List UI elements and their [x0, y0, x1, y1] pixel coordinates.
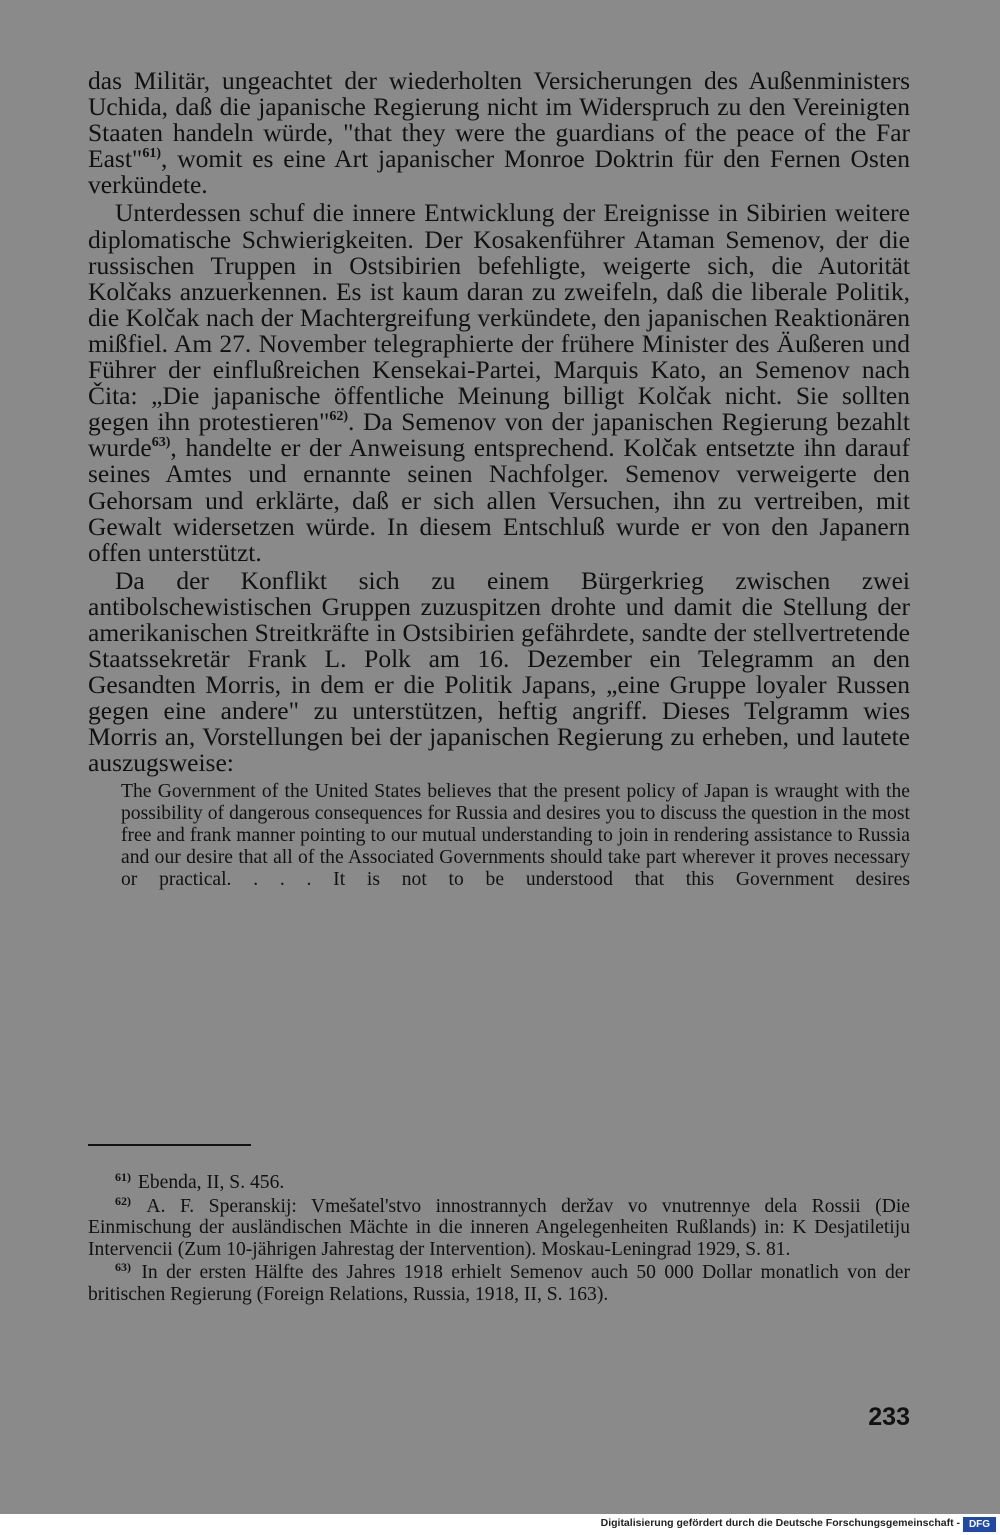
footnote-text: Ebenda, II, S. 456. — [137, 1172, 285, 1193]
paragraph — [88, 68, 910, 198]
dfg-logo[interactable]: DFG — [963, 1517, 996, 1532]
paragraph-text: das Militär, ungeachtet der wiederholten Versicherungen des Außenministers Uchida, daß die japanische Regierung nicht im Widerspruch zu den Vereinigten Staaten handeln würde, "that they were the guardians of the peace of the Far East" — [88, 66, 910, 174]
paragraph — [88, 200, 910, 565]
footnote — [88, 1262, 910, 1305]
footnote-reference: 61) — [142, 146, 161, 162]
footnote-marker: 62) — [115, 1193, 131, 1208]
footnote-marker: 61) — [115, 1170, 131, 1184]
footnote-text: A. F. Speranskij: Vmešatel'stvo innostrannych deržav vo vnutrennye dela Rossii (Die Einmischung der ausländischen Mächte in die inneren Angelegenheiten Rußlands) in: K Desjatiletiju Intervencii (Zum 10-jährigen Jahrestag der Intervention). Moskau-Leningrad 1929, S. 81. — [88, 1195, 910, 1260]
footnote-reference: 62) — [329, 409, 349, 425]
paragraph-text: Da der Konflikt sich zu einem Bürgerkrieg zwischen zwei antibolschewistischen Gruppen zuzuspitzen drohte und damit die Stellung der amerikanischen Streitkräfte in Ostsibirien gefährdete, sandte der stellvertretende Staatssekretär Frank L. Polk am 16. Dezember ein Telegramm an den Gesandten Morris, in dem er die Politik Japans, „eine Gruppe loyaler Russen gegen eine andere" zu unterstützen, heftig angriff. Dieses Telgramm wies Morris an, Vorstellungen bei der japanischen Regierung zu erheben, und lautete auszugsweise: — [88, 565, 910, 778]
footnote — [88, 1193, 910, 1261]
paragraph-text: Unterdessen schuf die innere Entwicklung der Ereignisse in Sibirien weitere diplomatische Schwierigkeiten. Der Kosakenführer Ataman Semenov, der die russischen Truppen in Ostsibirien befehligte, weigerte sich, die Autorität Kolčaks anzuerkennen. Es ist kaum daran zu zweifeln, daß die liberale Politik, die Kolčak nach der Machtergreifung verkündete, den japanischen Reaktionären mißfiel. Am 27. November telegraphierte der frühere Minister des Äußeren und Führer der einflußreichen Kensekai-Partei, Marquis Kato, an Semenov nach Čita: „Die japanische öffentliche Meinung billigt Kolčak nicht. Sie sollten gegen ihn protestieren" — [88, 198, 910, 437]
paragraph-text: . Da Semenov von der japanischen Regierung bezahlt wurde — [88, 407, 911, 463]
paragraph-text: , handelte er der Anweisung entsprechend. Kolčak entsetzte ihn darauf seines Amtes und ernannte seinen Nachfolger. Semenov verweigerte den Gehorsam und erklärte, daß er sich allen Versuchen, ihn zu vertreiben, mit Gewalt widersetzen würde. In diesem Entschluß wurde er von den Japanern offen unterstützt. — [88, 433, 910, 567]
page-number: 233 — [868, 1403, 910, 1431]
block-quote: The Government of the United States believes that the present policy of Japan is wraught with the possibility of dangerous consequences for Russia and desires you to discuss the question in the most free and frank manner pointing to our mutual understanding to join in rendering assistance to Russia and our desire that all of the Associated Governments should take part wherever it proves necessary or practical. . . . It is not to be understood that this Government desires — [121, 780, 910, 891]
footnote-rule — [88, 1144, 251, 1146]
paragraph-text: , womit es eine Art japanischer Monroe Doktrin für den Fernen Osten verkündete. — [88, 144, 910, 200]
digitization-credit-bar — [0, 1514, 1000, 1535]
footnote — [88, 1172, 910, 1194]
footnote-text: In der ersten Hälfte des Jahres 1918 erhielt Semenov auch 50 000 Dollar monatlich von der britischen Regierung (Foreign Relations, Russia, 1918, II, S. 163). — [88, 1262, 910, 1305]
footnotes — [88, 1172, 910, 1308]
footnote-marker: 63) — [115, 1260, 131, 1275]
body-text — [88, 68, 910, 892]
credit-text: Digitalisierung gefördert durch die Deutsche Forschungsgemeinschaft - — [600, 1517, 960, 1529]
paragraph — [88, 565, 910, 778]
footnote-reference: 63) — [151, 435, 171, 451]
